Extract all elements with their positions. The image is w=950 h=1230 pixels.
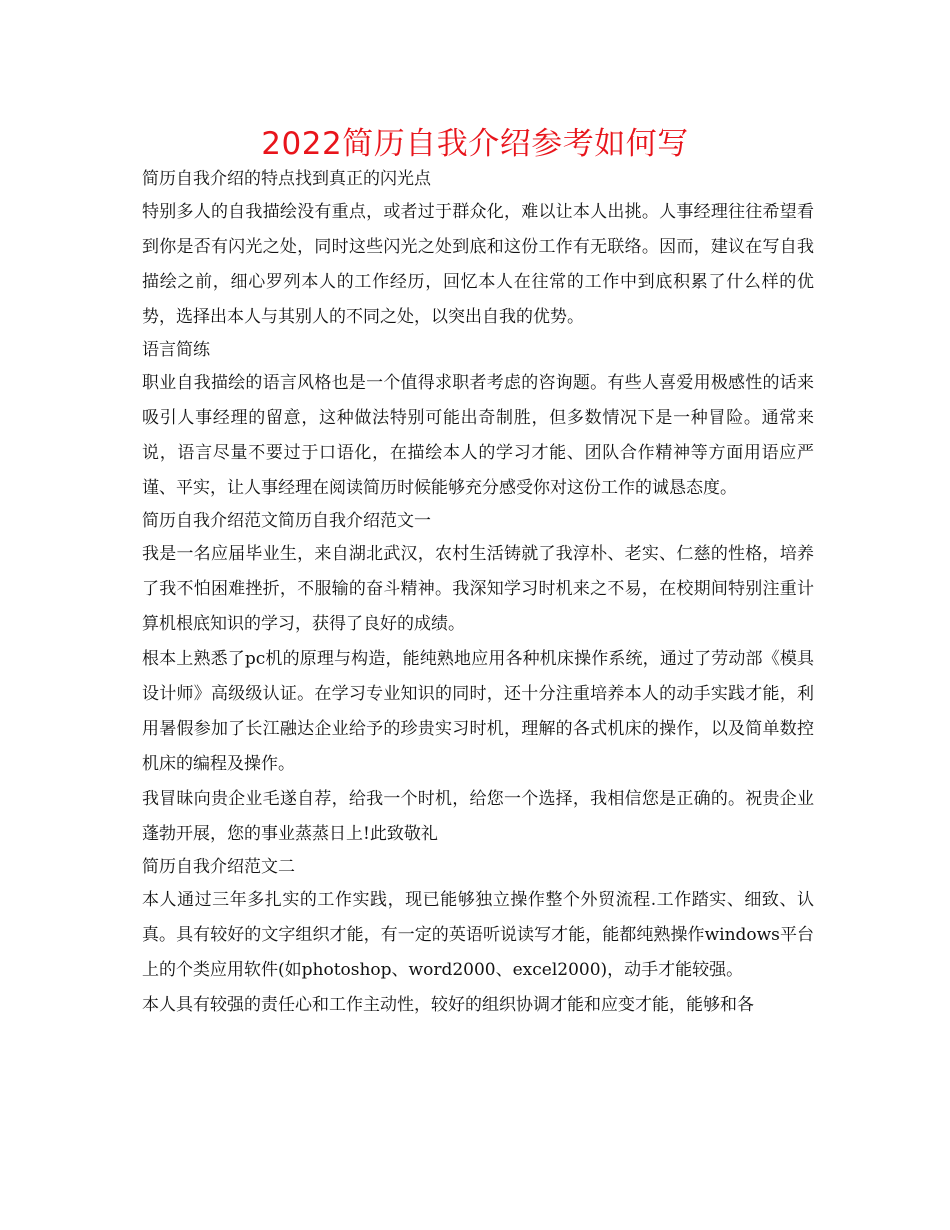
section-heading-sample-two: 简历自我介绍范文二 xyxy=(142,857,295,877)
paragraph-sample-two-qualities: 本人具有较强的责任心和工作主动性，较好的组织协调才能和应变才能，能够和各 xyxy=(142,995,754,1015)
paragraph-sample-two-experience: 本人通过三年多扎实的工作实践，现已能够独立操作整个外贸流程.工作踏实、细致、认真。具有较好的文字组织才能，有一定的英语听说读写才能，能都纯熟操作windows平台上的个类应用软件(如photoshop、word2000、excel2000)，动手才能较强。 xyxy=(142,890,814,980)
paragraph-language: 职业自我描绘的语言风格也是一个值得求职者考虑的咨询题。有些人喜爱用极感性的话来吸引人事经理的留意，这种做法特别可能出奇制胜，但多数情况下是一种冒险。通常来说，语言尽量不要过于口语化，在描绘本人的学习才能、团队合作精神等方面用语应严谨、平实，让人事经理在阅读简历时候能够充分感受你对这份工作的诚恳态度。 xyxy=(142,373,814,498)
paragraph-sample-one-closing: 我冒昧向贵企业毛遂自荐，给我一个时机，给您一个选择，我相信您是正确的。祝贵企业蓬勃开展，您的事业蒸蒸日上!此致敬礼 xyxy=(142,789,814,844)
paragraph-sample-one-skills: 根本上熟悉了pc机的原理与构造，能纯熟地应用各种机床操作系统，通过了劳动部《模具设计师》高级级认证。在学习专业知识的同时，还十分注重培养本人的动手实践才能，利用暑假参加了长江融达企业给予的珍贵实习时机，理解的各式机床的操作，以及简单数控机床的编程及操作。 xyxy=(142,649,814,774)
document-title: 2022简历自我介绍参考如何写 xyxy=(261,126,689,162)
document-body xyxy=(142,164,814,1023)
paragraph-highlights: 特别多人的自我描绘没有重点，或者过于群众化，难以让本人出挑。人事经理往往希望看到你是否有闪光之处，同时这些闪光之处到底和这份工作有无联络。因而，建议在写自我描绘之前，细心罗列本人的工作经历，回忆本人在往常的工作中到底积累了什么样的优势，选择出本人与其别人的不同之处，以突出自我的优势。 xyxy=(142,202,814,327)
section-heading-highlights: 简历自我介绍的特点找到真正的闪光点 xyxy=(142,169,431,189)
section-heading-language: 语言简练 xyxy=(142,340,210,360)
paragraph-sample-one-intro: 我是一名应届毕业生，来自湖北武汉，农村生活铸就了我淳朴、老实、仁慈的性格，培养了我不怕困难挫折，不服输的奋斗精神。我深知学习时机来之不易，在校期间特别注重计算机根底知识的学习，获得了良好的成绩。 xyxy=(142,544,814,634)
section-heading-sample-one: 简历自我介绍范文简历自我介绍范文一 xyxy=(142,511,431,531)
